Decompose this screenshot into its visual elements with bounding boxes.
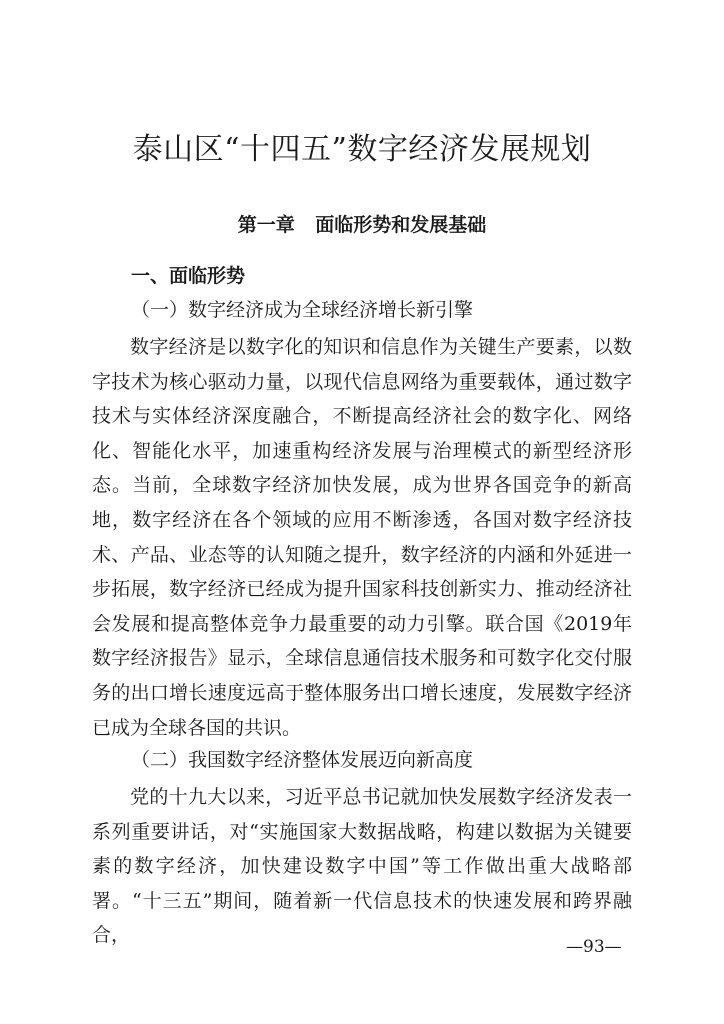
section-heading-1: 一、面临形势 — [131, 265, 246, 287]
document-title: 泰山区“十四五”数字经济发展规划 — [132, 132, 592, 167]
paragraph-1: 数字经济是以数字化的知识和信息作为关键生产要素，以数字技术为核心驱动力量，以现代信息网络为重要载体，通过数字技术与实体经济深度融合，不断提高经济社会的数字化、网络化、智能化水平，加速重构经济发展与治理模式的新型经济形态。当前，全球数字经济加快发展，成为世界各国竞争的新高地，数字经济在各个领域的应用不断渗透，各国对数字经济技术、产品、业态等的认知随之提升，数字经济的内涵和外延进一步拓展，数字经济已经成为提升国家科技创新实力、推动经济社会发展和提高整体竞争力最重要的动力引擎。联合国《2019年数字经济报告》显示，全球信息通信技术服务和可数字化交付服务的出口增长速度远高于整体服务出口增长速度，发展数字经济已成为全球各国的共识。 — [92, 336, 632, 739]
subsection-heading-1: （一）数字经济成为全球经济增长新引擎 — [131, 299, 474, 321]
page-number: —93— — [566, 937, 622, 957]
chapter-heading: 第一章 面临形势和发展基础 — [237, 214, 487, 236]
paragraph-2: 党的十九大以来，习近平总书记就加快发展数字经济发表一系列重要讲话，对“实施国家大数据战略，构建以数据为关键要素的数字经济，加快建设数字中国”等工作做出重大战略部署。“十三五”期间，随着新一代信息技术的快速发展和跨界融合， — [92, 786, 632, 947]
subsection-heading-2: （二）我国数字经济整体发展迈向新高度 — [131, 749, 474, 771]
